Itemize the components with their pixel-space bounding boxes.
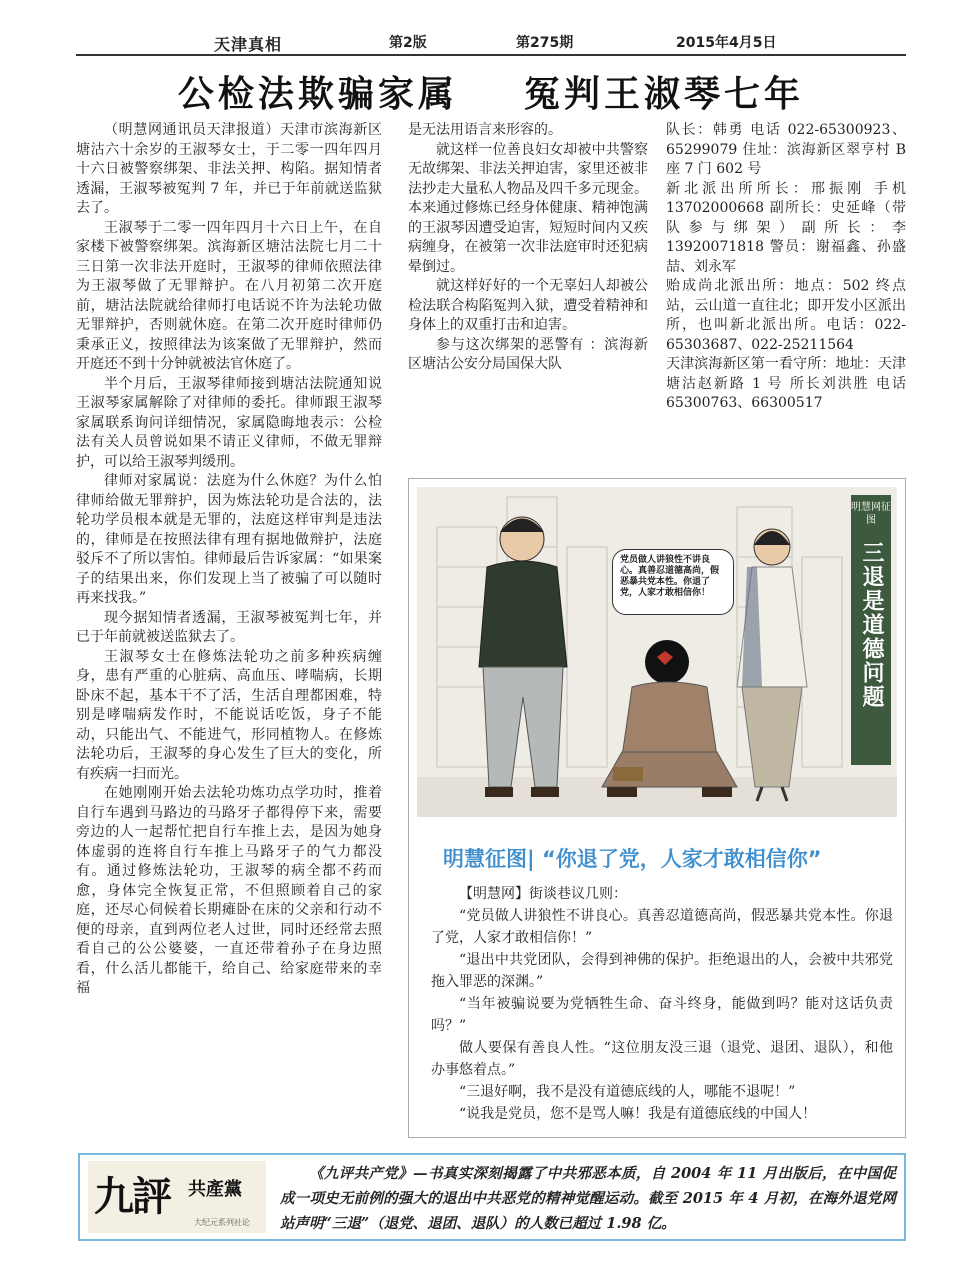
paragraph: 就这样一位善良妇女却被中共警察无故绑架、非法关押迫害，家里还被非法抄走大量私人物品及四千多元现金。本来通过修炼已经身体健康、精神饱满的王淑琴因遭受迫害，短短时间内又疾病缠身，在被第一次非法庭审时还犯病晕倒过。: [408, 141, 648, 275]
side-label-title: 三退是道德问题: [859, 541, 884, 709]
footer-banner: [78, 1153, 906, 1241]
paragraph: “退出中共党团队，会得到神佛的保护。拒绝退出的人，会被中共邪党拖入罪恶的深渊。”: [431, 952, 893, 990]
paragraph: 律师对家属说：法庭为什么休庭？为什么怕律师给做无罪辩护，因为炼法轮功是合法的，法轮功学员根本就是无罪的，法庭这样审判是违法的，律师是在按照法律有理有据地做辩护，法庭驳斥不了所以害怕。律师最后告诉家属：“如果案子的结果出来，你们发现上当了被骗了可以随时再来找我。”: [76, 473, 382, 606]
paragraph: 做人要保有善良人性。“这位朋友没三退（退党、退团、退队），和他办事悠着点。”: [431, 1040, 893, 1078]
promo-title: 明慧征图| “你退了党，人家才敢相信你”: [443, 847, 822, 871]
paragraph: 天津滨海新区第一看守所：地址：天津塘沽赵新路 1 号 所长刘洪胜 电话 65300763、66300517: [666, 356, 906, 411]
speech-bubble: 党员做人讲狼性不讲良心。真善忍道德高尚，假恶暴共党本性。你退了党，人家才敢相信你！: [612, 549, 734, 615]
paragraph: “说我是党员，您不是骂人嘛！我是有道德底线的中国人！: [459, 1106, 817, 1122]
headline: 公检法欺骗家属 冤判王淑琴七年: [177, 74, 805, 115]
paragraph: 贻成尚北派出所：地点：502 终点站，云山道一直往北；即开发小区派出所，也叫新北派出所。电话：022-65303687、022-25211564: [666, 278, 906, 353]
footer-text: 《九评共产党》—书真实深刻揭露了中共邪恶本质，自 2004 年 11 月出版后，在中国促成一项史无前例的强大的退出中共恶党的精神觉醒运动。截至 2015 年 4 月初，在海外退党网站声明“三退”（退党、退团、退队）的人数已超过 1.98 亿。: [280, 1165, 896, 1232]
paragraph: 王淑琴女士在修炼法轮功之前多种疾病缠身，患有严重的心脏病、高血压、哮喘病，长期卧床不起，基本干不了活，生活自理都困难，特别是哮喘病发作时，不能说话吃饭，身子不能动，只能出气、不能进气，形同植物人。在修炼法轮功后，王淑琴的身心发生了巨大的变化，所有疾病一扫而光。: [76, 648, 382, 782]
masthead: [76, 30, 906, 56]
issue-label: 第275期: [516, 35, 574, 51]
paragraph: 参与这次绑架的恶警有 ：滨海新区塘沽公安分局国保大队: [408, 336, 648, 372]
newspaper-name: 天津真相: [214, 35, 283, 54]
paragraph: 【明慧网】街谈巷议几则：: [459, 886, 627, 902]
article-column-1: [76, 121, 382, 999]
article-column-2: [408, 121, 648, 375]
edition-label: 第2版: [389, 35, 427, 51]
logo-main-text: 九評: [94, 1173, 170, 1220]
promo-text: [431, 883, 893, 1125]
paragraph: 就这样好好的一个无辜妇人却被公检法联合构陷冤判入狱，遭受着精神和身体上的双重打击和迫害。: [408, 278, 648, 333]
side-label: [851, 495, 891, 765]
date-label: 2015年4月5日: [676, 35, 777, 51]
cartoon-drawing: [417, 487, 897, 817]
paragraph: 现今据知情者透漏，王淑琴被冤判七年，并已于年前就被送监狱去了。: [76, 609, 382, 645]
logo-subtitle: 大纪元系列社论: [194, 1218, 250, 1227]
paragraph: 是无法用语言来形容的。: [408, 122, 562, 138]
paragraph: 半个月后，王淑琴律师接到塘沽法院通知说王淑琴家属解除了对律师的委托。律师跟王淑琴家属联系询问详细情况，家属隐晦地表示：公检法有关人员曾说如果不请正义律师，不做无罪辩护，可以给王淑琴判缓刑。: [76, 375, 382, 470]
promo-box: [408, 478, 906, 1138]
cartoon-illustration: [417, 487, 897, 817]
paragraph: “三退好啊，我不是没有道德底线的人，哪能不退呢！”: [459, 1084, 796, 1100]
paragraph: “当年被骗说要为党牺牲生命、奋斗终身，能做到吗？能对这话负责吗？”: [431, 996, 893, 1034]
paragraph: “党员做人讲狼性不讲良心。真善忍道德高尚，假恶暴共党本性。你退了党，人家才敢相信你！”: [431, 908, 893, 946]
article-column-3: [666, 121, 906, 414]
paragraph: 队长：韩勇 电话 022-65300923、65299079 住址：滨海新区翠亨村 B 座 7 门 602 号: [666, 122, 906, 177]
paragraph: 新北派出所所长：邢振刚 手机 13702000668 副所长：史延峰（带队参与绑架）副所长：李 13920071818 警员：谢福鑫、孙盛喆、刘永军: [666, 180, 906, 275]
paragraph: 王淑琴于二零一四年四月十六日上午，在自家楼下被警察绑架。滨海新区塘沽法院七月二十三日第一次非法开庭时，王淑琴的律师依照法律为王淑琴做了无罪辩护。在八月初第二次开庭前，塘沽法院就给律师打电话说不许为法轮功做无罪辩护，否则就休庭。在第二次开庭时律师仍秉承正义，按照律法为该案做了无罪辩护，然而开庭还不到十分钟就被法官休庭了。: [76, 219, 382, 372]
paragraph: （明慧网通讯员天津报道）天津市滨海新区塘沽六十余岁的王淑琴女士，于二零一四年四月十六日被警察绑架、非法关押、构陷。据知情者透漏，王淑琴被冤判 7 年，并已于年前就送监狱去了。: [76, 122, 382, 216]
logo-ccp-text: 共產黨: [188, 1179, 242, 1200]
side-label-source: 明慧网征图: [851, 502, 891, 526]
paragraph: 在她刚刚开始去法轮功炼功点学功时，推着自行车遇到马路边的马路牙子都得停下来，需要旁边的人一起帮忙把自行车推上去，是因为她身体虚弱的连将自行车推上马路牙子的气力都没有。通过修炼法轮功，王淑琴的病全都不药而愈，身体完全恢复正常，不但照顾着自己的家庭，还尽心伺候着长期瘫卧在床的父亲和行动不便的母亲，直到两位老人过世，同时还经常去照看自己的公公婆婆，一直还带着孙子在身边照看，什么活儿都能干，给自己、给家庭带来的幸福: [76, 785, 382, 996]
nine-commentaries-logo: [88, 1161, 266, 1233]
